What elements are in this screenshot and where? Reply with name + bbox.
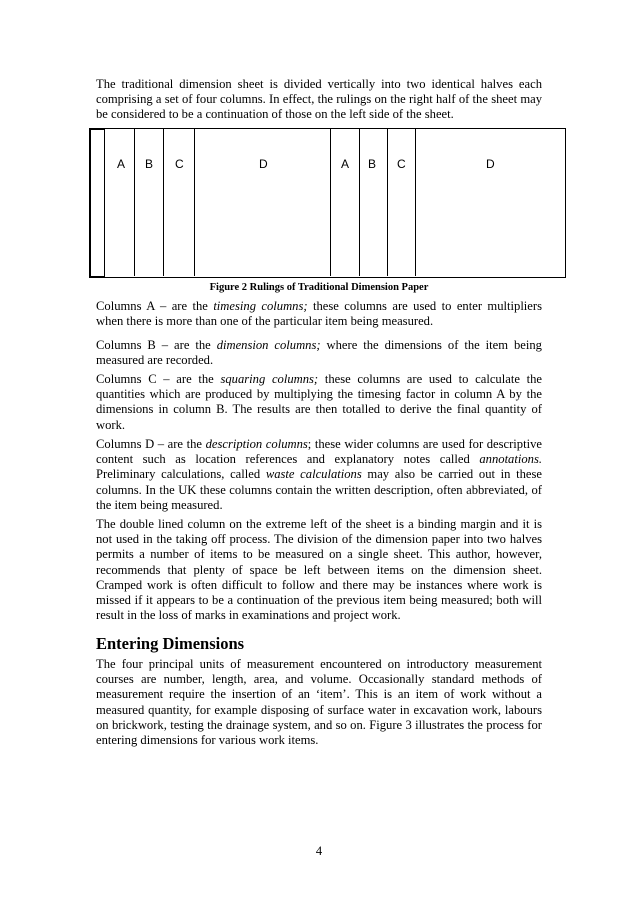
columns-d-paragraph: Columns D – are the description columns; these wider columns are used for descriptive content such as location references and explanatory notes called annotations. Preliminary calculations, called waste calculations may also be carried out in these columns. In the UK these columns contain the written description, often abbreviated, of the item being measured.: [96, 437, 542, 512]
label-d-right: D: [486, 157, 495, 171]
columns-a-paragraph: Columns A – are the timesing columns; these columns are used to enter multipliers when there is more than one of the particular item being measured.: [96, 299, 542, 329]
label-a-left: A: [117, 157, 126, 171]
dimension-paper-figure: [89, 128, 566, 278]
binding-margin-paragraph: The double lined column on the extreme left of the sheet is a binding margin and it is not used in the taking off process. The division of the dimension paper into two halves permits a number of items to be measured on a single sheet. This author, however, recommends that plenty of space be left between items on the dimension sheet. Cramped work is often difficult to follow and there may be instances where work is missed if it appears to be a continuation of the previous item being measured; both will result in the loss of marks in examinations and project work.: [96, 517, 542, 623]
intro-paragraph: The traditional dimension sheet is divided vertically into two identical halves each comprising a set of four columns. In effect, the rulings on the right half of the sheet may be considered to be a continuation of those on the left side of the sheet.: [96, 77, 542, 122]
figure-caption: Figure 2 Rulings of Traditional Dimension Paper: [209, 282, 429, 293]
page-number: 4: [315, 844, 323, 858]
column-c-right: [105, 128, 416, 276]
label-b-left: B: [145, 157, 154, 171]
entering-dimensions-paragraph: The four principal units of measurement encountered on introductory measurement courses are number, length, area, and volume. Occasionally standard methods of measurement require the insertion of an ‘item’. This is an item of work without a measured quantity, for example disposing of surface water in excavation work, labours on brickwork, testing the drainage system, and so on. Figure 3 illustrates the process for entering dimensions for various work items.: [96, 657, 542, 748]
label-a-right: A: [341, 157, 350, 171]
section-heading: Entering Dimensions: [96, 634, 245, 653]
binding-margin: [89, 128, 105, 278]
label-b-right: B: [368, 157, 377, 171]
label-c-right: C: [397, 157, 406, 171]
columns-b-paragraph: Columns B – are the dimension columns; where the dimensions of the item being measured are recorded.: [96, 338, 542, 368]
label-c-left: C: [175, 157, 184, 171]
label-d-left: D: [259, 157, 268, 171]
columns-c-paragraph: Columns C – are the squaring columns; these columns are used to calculate the quantities which are produced by multiplying the timesing factor in column A by the dimensions in column B. The results are then totalled to derive the final quantity of work.: [96, 372, 543, 432]
